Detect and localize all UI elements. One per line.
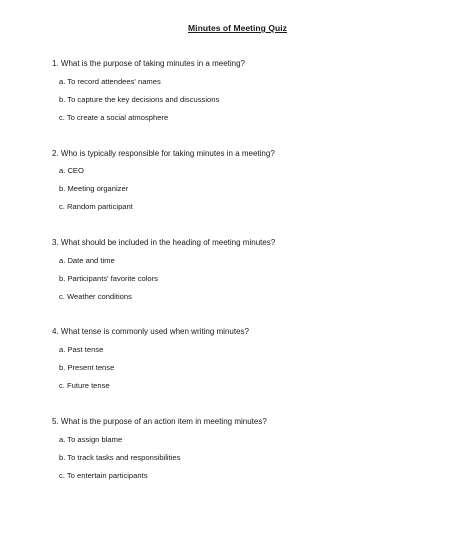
document-title: Minutes of Meeting Quiz xyxy=(188,23,287,33)
question-5-option-b: b. To track tasks and responsibilities xyxy=(59,453,181,462)
question-4-option-c: c. Future tense xyxy=(59,381,110,390)
question-3-option-a: a. Date and time xyxy=(59,256,115,265)
question-5: 5. What is the purpose of an action item in meeting minutes? xyxy=(52,417,267,426)
question-1: 1. What is the purpose of taking minutes in a meeting? xyxy=(52,59,245,68)
question-5-option-c: c. To entertain participants xyxy=(59,471,148,480)
question-3-option-b: b. Participants' favorite colors xyxy=(59,274,158,283)
question-4: 4. What tense is commonly used when writing minutes? xyxy=(52,327,249,336)
question-3-option-c: c. Weather conditions xyxy=(59,292,132,301)
question-3: 3. What should be included in the heading of meeting minutes? xyxy=(52,238,276,247)
question-4-option-b: b. Present tense xyxy=(59,363,115,372)
question-2-option-a: a. CEO xyxy=(59,166,84,175)
question-1-option-a: a. To record attendees' names xyxy=(59,77,161,86)
question-5-option-a: a. To assign blame xyxy=(59,435,123,444)
question-1-option-c: c. To create a social atmosphere xyxy=(59,113,169,122)
question-2-option-c: c. Random participant xyxy=(59,202,133,211)
question-2: 2. Who is typically responsible for taking minutes in a meeting? xyxy=(52,149,275,158)
question-2-option-b: b. Meeting organizer xyxy=(59,184,129,193)
question-4-option-a: a. Past tense xyxy=(59,345,104,354)
question-1-option-b: b. To capture the key decisions and discussions xyxy=(59,95,220,104)
